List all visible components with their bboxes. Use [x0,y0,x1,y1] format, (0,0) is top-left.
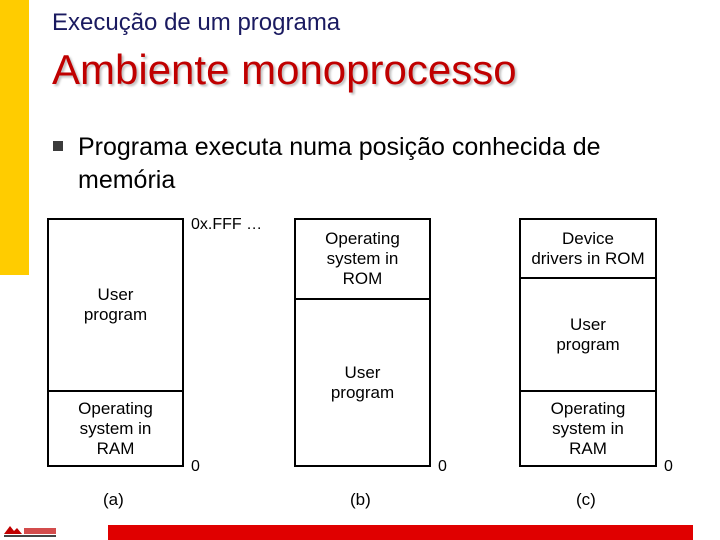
panel-c-os-ram: Operating system in RAM [550,398,626,458]
bullet-text: Programa executa numa posição conhecida de memória [78,133,601,194]
caption-b: (b) [350,490,371,509]
panel-c-device-drivers-rom: Device drivers in ROM [531,228,645,268]
panel-c-user-program: User program [556,314,620,354]
panel-a-os-ram: Operating system in RAM [78,398,153,458]
memory-panel-c [519,218,657,467]
panel-b-user-program: User program [330,362,395,402]
institution-logo-icon [2,522,58,538]
panel-a-user-program: User program [83,285,148,324]
memory-panel-a [47,218,184,467]
bullet-square-icon [53,141,63,151]
address-zero-b: 0 [438,458,447,475]
address-top-label: 0x.FFF … [191,216,263,233]
address-zero-a: 0 [191,458,200,475]
caption-a: (a) [103,490,124,509]
slide-title: Ambiente monoprocesso [52,46,517,93]
accent-bar [0,0,29,275]
slide-subtitle: Execução de um programa [52,9,341,36]
address-zero-c: 0 [664,458,673,475]
panel-b-os-rom: Operating system in ROM [325,229,400,288]
bottom-accent-bar [108,525,693,540]
memory-panel-b [294,218,431,467]
caption-c: (c) [576,490,596,509]
